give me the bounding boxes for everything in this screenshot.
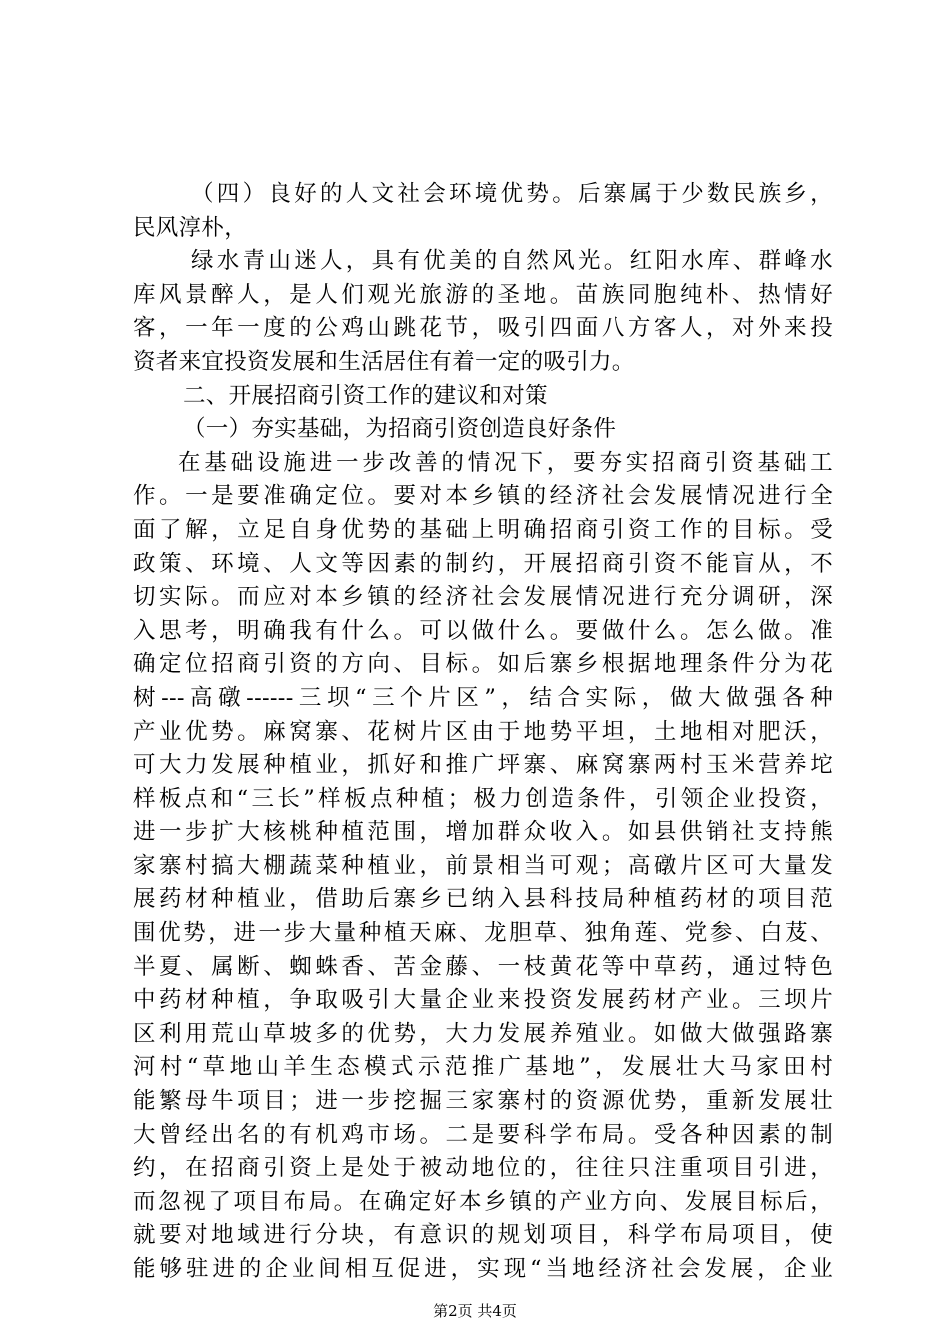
text-line: 能繁母牛项目；进一步挖掘三家寨村的资源优势，重新发展壮 <box>133 1088 833 1115</box>
text-line: 半夏、属断、蜘蛛香、苦金藤、一枝黄花等中草药，通过特色 <box>133 953 833 980</box>
text-line: 大曾经出名的有机鸡市场。二是要科学布局。受各种因素的制 <box>133 1121 833 1148</box>
section-heading-2: 二、开展招商引资工作的建议和对策 <box>183 382 548 409</box>
text-line: 河村“草地山羊生态模式示范推广基地”，发展壮大马家田村 <box>133 1054 833 1081</box>
text-line: 库风景醉人，是人们观光旅游的圣地。苗族同胞纯朴、热情好 <box>133 281 833 308</box>
text-line: 政策、环境、人文等因素的制约，开展招商引资不能盲从，不 <box>133 550 833 577</box>
text-line: 围优势，进一步大量种植天麻、龙胆草、独角莲、党参、白芨、 <box>133 920 833 947</box>
text-line: 产业优势。麻窝寨、花树片区由于地势平坦，土地相对肥沃， <box>133 718 833 745</box>
text-line: 切实际。而应对本乡镇的经济社会发展情况进行充分调研，深 <box>133 584 833 611</box>
page-footer <box>0 1301 950 1321</box>
text-line: 能够驻进的企业间相互促进，实现“当地经济社会发展，企业 <box>133 1256 833 1282</box>
document-body <box>133 178 833 1287</box>
text-line: 作。一是要准确定位。要对本乡镇的经济社会发展情况进行全 <box>133 483 833 510</box>
text-line: 确定位招商引资的方向、目标。如后寨乡根据地理条件分为花 <box>133 651 833 678</box>
page-number: 第2页 共4页 <box>433 1302 517 1320</box>
text-line: 而忽视了项目布局。在确定好本乡镇的产业方向、发展目标后， <box>133 1188 833 1215</box>
text-line: 区利用荒山草坡多的优势，大力发展养殖业。如做大做强路寨 <box>133 1020 833 1047</box>
subsection-heading-1: （一）夯实基础，为招商引资创造良好条件 <box>183 416 617 443</box>
text-line: 进一步扩大核桃种植范围，增加群众收入。如县供销社支持熊 <box>133 819 833 846</box>
text-line: 就要对地域进行分块，有意识的规划项目，科学布局项目，使 <box>133 1222 833 1249</box>
text-line: 民风淳朴， <box>133 214 248 241</box>
paragraph-start: 绿水青山迷人，具有优美的自然风光。红阳水库、群峰水 <box>191 248 833 275</box>
text-line: 树---高礅------三坝“三个片区”，结合实际，做大做强各种 <box>133 684 833 711</box>
text-line: 客，一年一度的公鸡山跳花节，吸引四面八方客人，对外来投 <box>133 315 833 342</box>
text-line: 展药材种植业，借助后寨乡已纳入县科技局种植药材的项目范 <box>133 886 833 913</box>
text-line: 资者来宜投资发展和生活居住有着一定的吸引力。 <box>133 348 635 375</box>
text-line: 可大力发展种植业，抓好和推广坪寨、麻窝寨两村玉米营养坨 <box>133 752 833 779</box>
text-line: 入思考，明确我有什么。可以做什么。要做什么。怎么做。准 <box>133 617 833 644</box>
text-line: 约，在招商引资上是处于被动地位的，往往只注重项目引进， <box>133 1155 833 1182</box>
paragraph-start: 在基础设施进一步改善的情况下，要夯实招商引资基础工 <box>178 449 833 476</box>
text-line: 家寨村搞大棚蔬菜种植业，前景相当可观；高礅片区可大量发 <box>133 852 833 879</box>
text-line: 样板点和“三长”样板点种植；极力创造条件，引领企业投资， <box>133 785 833 812</box>
text-line: 中药材种植，争取吸引大量企业来投资发展药材产业。三坝片 <box>133 987 833 1014</box>
text-line: 面了解，立足自身优势的基础上明确招商引资工作的目标。受 <box>133 516 833 543</box>
section-heading-4: （四）良好的人文社会环境优势。后寨属于少数民族乡， <box>191 181 833 207</box>
